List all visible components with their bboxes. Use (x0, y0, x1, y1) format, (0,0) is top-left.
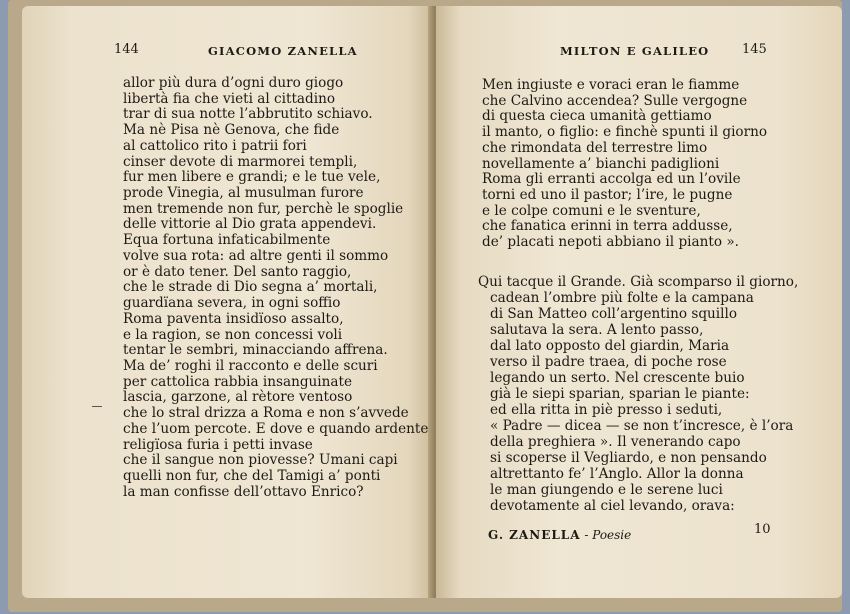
verse-line: cinser devote di marmorei templi, (123, 153, 358, 170)
verse-line: salutava la sera. A lento passo, (490, 322, 704, 338)
running-head-left: GIACOMO ZANELLA (208, 44, 358, 58)
verse-line: Men ingiuste e voraci eran le fiamme (482, 77, 740, 93)
verse-line: che lo stral drizza a Roma e non s’avvede (123, 405, 409, 422)
verse-line: che fanatica erinni in terra addusse, (482, 218, 733, 235)
verse-line: e la ragion, se non concessi voli (123, 326, 343, 343)
right-page (436, 6, 842, 598)
verse-line: lascia, garzone, al rètore ventoso (123, 389, 353, 406)
verse-line: novellamente a’ bianchi padiglioni (482, 155, 720, 172)
verse-line: e le colpe comuni e le sventure, (482, 202, 701, 219)
verse-stanza-1 (482, 78, 767, 251)
verse-line: men tremende non fur, perchè le spoglie (123, 200, 404, 217)
verse-line: Ma nè Pisa nè Genova, che fide (123, 122, 340, 139)
verse-line: già le siepi sparian, sparian le piante: (490, 386, 750, 402)
verse-line: guardïana severa, in ogni soffio (123, 295, 341, 312)
verse-line: delle vittorie al Dio grata appendevi. (123, 216, 377, 233)
verse-line: Roma paventa insidïoso assalto, (123, 310, 344, 327)
verse-line: Roma gli erranti accolga ed un l’ovile (482, 171, 741, 188)
verse-line: di questa cieca umanità gettiamo (482, 108, 712, 125)
footer-separator: - (580, 528, 593, 542)
verse-line: torni ed uno il pastor; l’ire, le pugne (482, 187, 733, 204)
verse-line: cadean l’ombre più folte e la campana (490, 290, 754, 306)
margin-mark (92, 406, 102, 407)
verse-line: quelli non fur, che del Tamigi a’ ponti (123, 467, 381, 484)
verse-line: al cattolico rito i patrii fori (123, 137, 307, 154)
signature-number: 10 (754, 522, 771, 537)
verse-line: Equa fortuna infaticabilmente (123, 232, 331, 249)
verse-line: si scoperse il Vegliardo, e non pensando (490, 450, 767, 466)
verse-line: che le strade di Dio segna a’ mortali, (123, 279, 378, 296)
page-number-right: 145 (742, 42, 767, 57)
verse-line: tentar le sembri, minacciando affrena. (123, 342, 388, 359)
verse-line: verso il padre traea, di poche rose (490, 354, 727, 370)
left-page (22, 6, 432, 598)
verse-line: legando un serto. Nel crescente buio (490, 370, 745, 386)
verse-line: Qui tacque il Grande. Già scomparso il giorno, (478, 274, 799, 290)
verse-line: che rimondata del terrestre limo (482, 139, 708, 156)
verse-line: fur men libere e grandi; e le tue vele, (123, 169, 381, 186)
verse-line: le man giungendo e le serene luci (490, 482, 723, 498)
verse-line: di San Matteo coll’argentino squillo (490, 306, 738, 322)
verse-line: altrettanto fe’ l’Anglo. Allor la donna (490, 466, 744, 482)
verse-line: or è dato tener. Del santo raggio, (123, 263, 352, 280)
verse-line: che Calvino accendea? Sulle vergogne (482, 92, 748, 109)
footer-title: Poesie (592, 528, 632, 542)
verse-line: de’ placati nepoti abbiano il pianto ». (482, 234, 739, 251)
verse-line: prode Vinegia, al musulman furore (123, 185, 364, 202)
verse-line: trar di sua notte l’abbrutito schiavo. (123, 106, 373, 123)
verse-line: religïosa furia i petti invase (123, 436, 313, 453)
open-book (8, 0, 842, 612)
verse-line: che l’uom percote. E dove e quando ardente (123, 420, 429, 437)
verse-line: Ma de’ roghi il racconto e delle scuri (123, 357, 378, 374)
verse-line: devotamente al ciel levando, orava: (490, 498, 735, 514)
verse-line: per cattolica rabbia insanguinate (123, 373, 353, 390)
verse-line: dal lato opposto del giardin, Maria (490, 338, 730, 354)
verse-stanza-2 (478, 274, 798, 514)
verse-line: libertà fia che vieti al cittadino (123, 90, 336, 107)
verse-line: la man confisse dell’ottavo Enrico? (123, 483, 364, 500)
verse-line: allor più dura d’ogni duro giogo (123, 75, 344, 91)
verse-lines-left (123, 76, 428, 500)
footer-author: G. ZANELLA (488, 528, 581, 542)
verse-line: « Padre — dicea — se non t’incresce, è l’ora (490, 418, 794, 434)
verse-line: il manto, o figlio: e finchè spunti il giorno (482, 124, 768, 141)
verse-line: volve sua rota: ad altre genti il sommo (123, 247, 389, 264)
page-number-left: 144 (114, 42, 139, 57)
verse-line: ed ella ritta in piè presso i seduti, (490, 402, 723, 418)
running-head-right: MILTON E GALILEO (560, 44, 710, 58)
page-footer (488, 528, 631, 542)
verse-line: della preghiera ». Il venerando capo (490, 434, 741, 450)
verse-line: che il sangue non piovesse? Umani capi (123, 452, 398, 469)
